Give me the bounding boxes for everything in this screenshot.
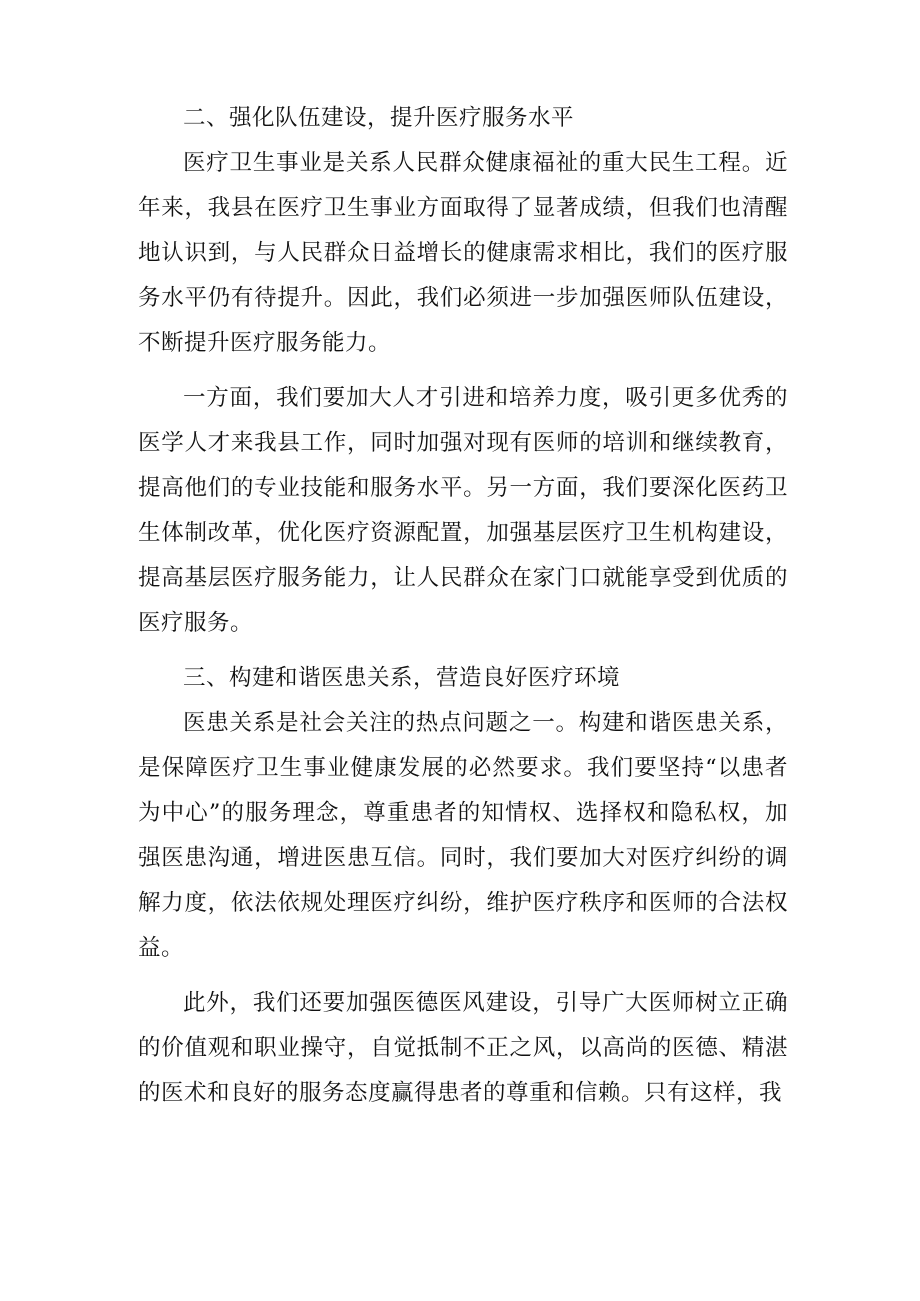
paragraph: 此外，我们还要加强医德医风建设，引导广大医师树立正确的价值观和职业操守，自觉抵制不正之风，以高尚的医德、精湛的医术和良好的服务态度赢得患者的尊重和信赖。只有这样，我 [138, 990, 788, 1106]
paragraph: 一方面，我们要加大人才引进和培养力度，吸引更多优秀的医学人才来我县工作，同时加强对现有医师的培训和继续教育，提高他们的专业技能和服务水平。另一方面，我们要深化医药卫生体制改革，优化医疗资源配置，加强基层医疗卫生机构建设，提高基层医疗服务能力，让人民群众在家门口就能享受到优质的医疗服务。 [138, 385, 788, 636]
section-heading-2: 二、强化队伍建设，提升医疗服务水平 [183, 105, 575, 131]
paragraph: 医患关系是社会关注的热点问题之一。构建和谐医患关系，是保障医疗卫生事业健康发展的必然要求。我们要坚持“以患者为中心”的服务理念，尊重患者的知情权、选择权和隐私权，加强医患沟通，增进医患互信。同时，我们要加大对医疗纠纷的调解力度，依法依规处理医疗纠纷，维护医疗秩序和医师的合法权益。 [138, 710, 788, 961]
paragraph: 医疗卫生事业是关系人民群众健康福祉的重大民生工程。近年来，我县在医疗卫生事业方面取得了显著成绩，但我们也清醒地认识到，与人民群众日益增长的健康需求相比，我们的医疗服务水平仍有待提升。因此，我们必须进一步加强医师队伍建设，不断提升医疗服务能力。 [138, 150, 788, 356]
document-body [138, 96, 788, 1126]
section-heading-3: 三、构建和谐医患关系，营造良好医疗环境 [183, 665, 621, 691]
